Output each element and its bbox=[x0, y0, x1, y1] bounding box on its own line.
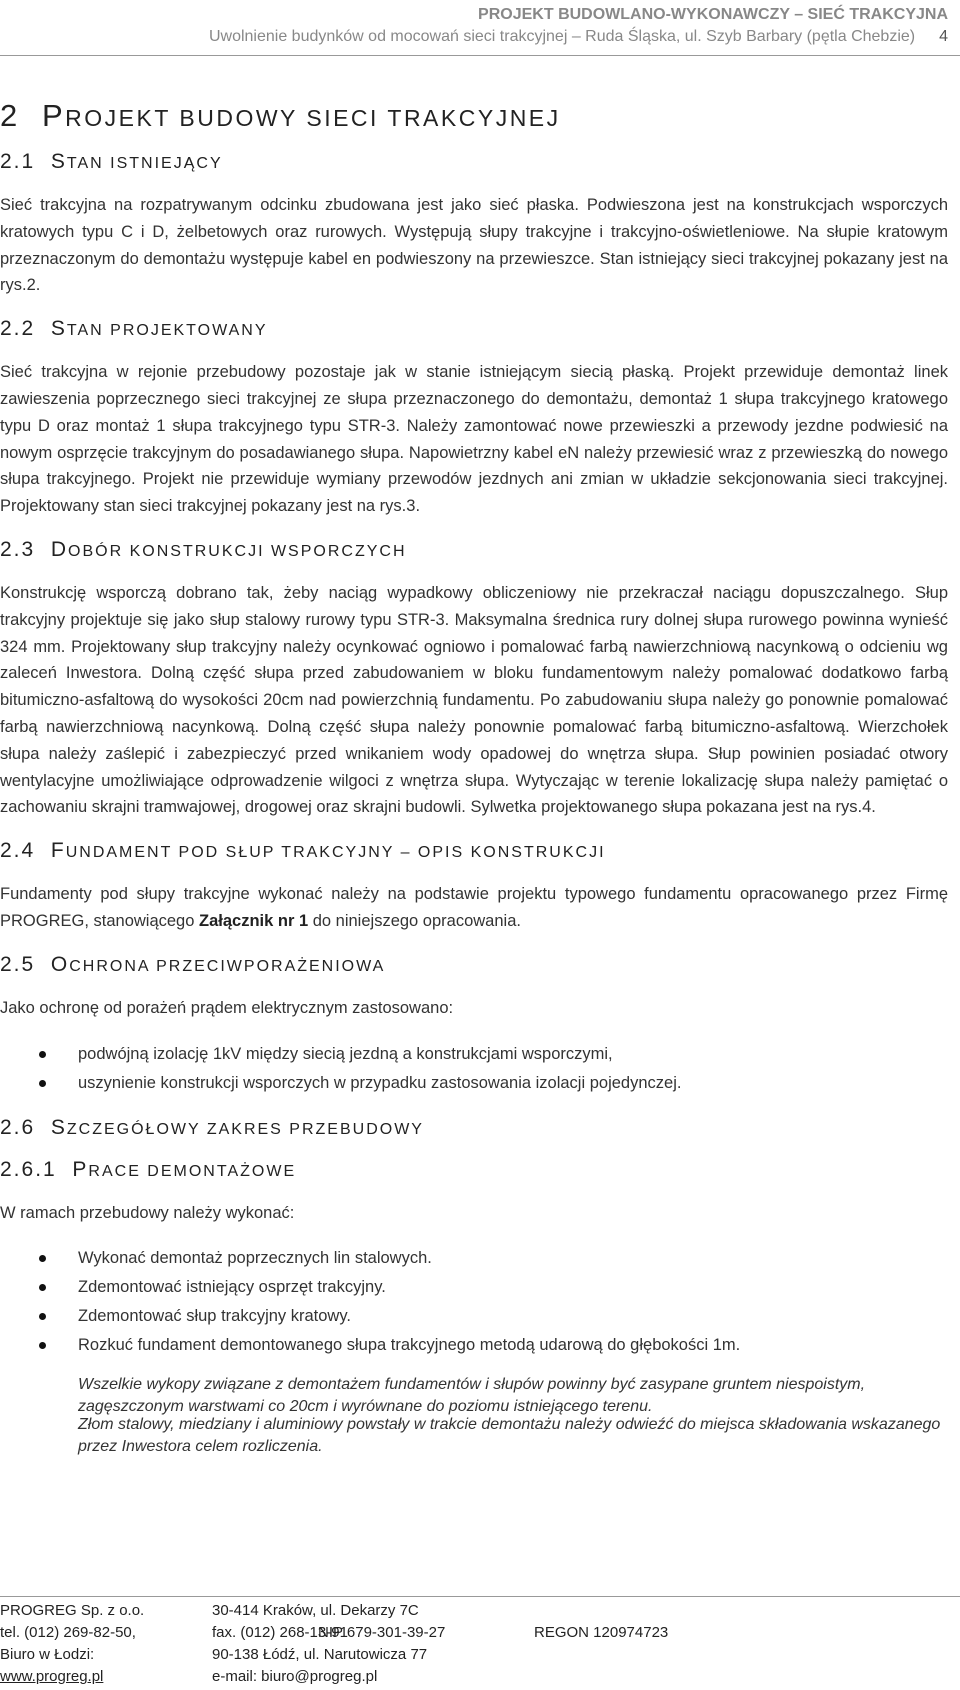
paragraph-2-3: Konstrukcję wsporczą dobrano tak, żeby naciąg wypadkowy obliczeniowy nie przekraczał naciągu dopuszczalnego. Słup trakcyjny projektuje się jako słup stalowy rurowy typu STR-3. Maksymalna średnica rury dolnej słupa rurowego powinna wynieść 324 mm. Projektowany słup trakcyjny należy ocynkować ogniowo i pomalować farbą nawierzchniową nacynkową o odcieniu wg zaleceń Inwestora. Dolną część słupa przed zabudowaniem w bloku fundamentowym należy pomalować dodatkowo farbą bitumiczno-asfaltową do wysokości 20cm nad powierzchnią fundamentu. Po zabudowaniu słupa należy go ponownie pomalować farbą nawierzchniową nacynkową. Dolną część słupa należy ponownie pomalować farbą bitumiczno-asfaltową. Wierzchołek słupa należy zaślepić i zabezpieczyć przed wnikaniem wody opadowej do wnętrza słupa. Słup powinien posiadać otwory wentylacyjne umożliwiające odprowadzenie wilgoci z wnętrza słupa. Wytyczając w terenie lokalizację słupa należy pamiętać o zachowaniu skrajni tramwajowej, drogowej oraz skrajni budowli. Sylwetka projektowanego słupa pokazana jest na rys.4. bbox=[0, 583, 948, 817]
chapter-number: 2 bbox=[0, 98, 20, 133]
demolition-list bbox=[0, 1244, 948, 1360]
list-item: Wykonać demontaż poprzecznych lin stalowych. bbox=[0, 1244, 948, 1273]
section-title-initial: S bbox=[50, 1115, 67, 1139]
section-number: 2.2 bbox=[0, 317, 36, 341]
footer-row bbox=[0, 1668, 960, 1690]
section-title-rest: TAN PROJEKTOWANY bbox=[66, 322, 268, 340]
section-heading-2-5 bbox=[0, 953, 948, 977]
section-title-rest: ZCZEGÓŁOWY ZAKRES PRZEBUDOWY bbox=[66, 1120, 424, 1138]
company-address: 30-414 Kraków, ul. Dekarzy 7C bbox=[212, 1602, 419, 1619]
list-item: Zdemontować słup trakcyjny kratowy. bbox=[0, 1302, 948, 1331]
section-heading-2-3 bbox=[0, 538, 948, 562]
branch-address: 90-138 Łódź, ul. Narutowicza 77 bbox=[212, 1646, 428, 1663]
company-name: PROGREG Sp. z o.o. bbox=[0, 1602, 145, 1619]
company-fax: fax. (012) 268-13-91 bbox=[212, 1624, 348, 1641]
header-subtitle: Uwolnienie budynków od mocowań sieci trakcyjnej – Ruda Śląska, ul. Szyb Barbary (pętla Chebzie) bbox=[208, 28, 916, 45]
header-title: PROJEKT BUDOWLANO-WYKONAWCZY – SIEĆ TRAKCYJNA bbox=[478, 6, 948, 23]
document-body bbox=[0, 98, 948, 1458]
list-item: podwójną izolację 1kV między siecią jezdną a konstrukcjami wsporczymi, bbox=[0, 1040, 948, 1069]
footer-row bbox=[0, 1602, 960, 1624]
paragraph-2-6-1: W ramach przebudowy należy wykonać: bbox=[0, 1203, 295, 1222]
section-heading-2-2 bbox=[0, 317, 948, 341]
footer-row bbox=[0, 1624, 960, 1646]
company-regon: REGON 120974723 bbox=[534, 1624, 669, 1641]
section-title-initial: O bbox=[50, 952, 70, 976]
paragraph-2-2: Sieć trakcyjna w rejonie przebudowy pozostaje jak w stanie istniejącym siecią płaską. Projekt przewiduje demontaż linek zawieszenia poprzecznego sieci trakcyjnej ze słupa przeznaczonego do demontażu, demontaż 1 słupa trakcyjnego kratowego typu D oraz montaż 1 słupa trakcyjnego typu STR-3. Należy zamontować nowe przewieszki a przewody jezdne podwiesić na nowym osprzęcie trakcyjnym do posadawianego słupa. Napowietrzny kabel eN należy przewiesić wraz z przewieszką do nowego słupa trakcyjnego. Projekt nie przewiduje wymiany przewodów jezdnych ani zmian w układzie sekcjonowania sieci trakcyjnej. Projektowany stan sieci trakcyjnej pokazany jest na rys.3. bbox=[0, 363, 948, 516]
paragraph-2-5: Jako ochronę od porażeń prądem elektrycznym zastosowano: bbox=[0, 998, 454, 1017]
header-subtitle-row bbox=[209, 28, 948, 46]
section-heading-2-6 bbox=[0, 1116, 948, 1140]
footer-row bbox=[0, 1646, 960, 1668]
attachment-reference: Załącznik nr 1 bbox=[199, 911, 309, 930]
chapter-title-rest: ROJEKT BUDOWY SIECI TRAKCYJNEJ bbox=[65, 105, 561, 131]
italic-note-excavation: Wszelkie wykopy związane z demontażem fundamentów i słupów powinny być zasypane gruntem niespoistym, zagęszczonym warstwami co 20cm i wyrównane do poziomu istniejącego terenu. bbox=[78, 1376, 866, 1416]
section-title-rest: RACE DEMONTAŻOWE bbox=[88, 1162, 297, 1180]
chapter-heading bbox=[0, 98, 948, 134]
section-number: 2.3 bbox=[0, 537, 36, 561]
section-title-rest: TAN ISTNIEJĄCY bbox=[66, 155, 223, 172]
section-title-initial: S bbox=[50, 150, 67, 173]
section-heading-2-6-1 bbox=[0, 1158, 948, 1182]
company-nip: NIP 679-301-39-27 bbox=[318, 1624, 446, 1641]
section-title-initial: F bbox=[50, 839, 66, 863]
section-title-initial: P bbox=[72, 1157, 89, 1181]
branch-label: Biuro w Łodzi: bbox=[0, 1646, 95, 1663]
chapter-title-initial: P bbox=[41, 98, 66, 133]
website-link[interactable]: www.progreg.pl bbox=[0, 1668, 104, 1685]
section-title-rest: CHRONA PRZECIWPORAŻENIOWA bbox=[69, 957, 386, 975]
italic-note-scrap: Złom stalowy, miedziany i aluminiowy powstały w trakcie demontażu należy odwieźć do miejsca składowania wskazanego przez Inwestora celem rozliczenia. bbox=[78, 1416, 941, 1456]
company-email: e-mail: biuro@progreg.pl bbox=[212, 1668, 378, 1685]
list-item: Zdemontować istniejący osprzęt trakcyjny. bbox=[0, 1273, 948, 1302]
section-heading-2-4 bbox=[0, 839, 948, 863]
paragraph-text: do niniejszego opracowania. bbox=[308, 911, 521, 930]
footer-rule bbox=[0, 1596, 960, 1597]
protection-list bbox=[0, 1040, 948, 1098]
section-title-initial: D bbox=[50, 537, 69, 561]
section-number: 2.5 bbox=[0, 952, 36, 976]
page-number: 4 bbox=[939, 28, 948, 45]
section-number: 2.6 bbox=[0, 1115, 36, 1139]
list-item: uszynienie konstrukcji wsporczych w przypadku zastosowania izolacji pojedynczej. bbox=[0, 1069, 948, 1098]
section-title-rest: UNDAMENT POD SŁUP TRAKCYJNY – OPIS KONSTRUKCJI bbox=[65, 844, 606, 862]
paragraph-2-4 bbox=[0, 881, 948, 935]
section-number: 2.6.1 bbox=[0, 1157, 57, 1181]
section-heading-2-1 bbox=[0, 150, 948, 174]
paragraph-text: Fundamenty pod słupy trakcyjne wykonać należy na podstawie projektu typowego fundamentu opracowanego przez Firmę PROGREG, stanowiącego bbox=[0, 885, 948, 930]
company-phone: tel. (012) 269-82-50, bbox=[0, 1624, 136, 1641]
page-header bbox=[209, 6, 948, 46]
section-number: 2.4 bbox=[0, 839, 36, 863]
section-title-rest: OBÓR KONSTRUKCJI WSPORCZYCH bbox=[68, 542, 407, 560]
list-item: Rozkuć fundament demontowanego słupa trakcyjnego metodą udarową do głębokości 1m. bbox=[0, 1331, 948, 1360]
header-rule bbox=[0, 55, 960, 56]
section-title-initial: S bbox=[50, 317, 67, 341]
section-number: 2.1 bbox=[0, 150, 36, 173]
paragraph-2-1: Sieć trakcyjna na rozpatrywanym odcinku zbudowana jest jako sieć płaska. Podwieszona jest na konstrukcjach wsporczych kratowych typu C i D, żelbetowych oraz rurowych. Występują słupy trakcyjne i trakcyjno-oświetleniowe. Na słupie kratowym przeznaczonym do demontażu występuje kabel en podwieszony na przewieszce. Stan istniejący sieci trakcyjnej pokazany jest na rys.2. bbox=[0, 196, 948, 295]
